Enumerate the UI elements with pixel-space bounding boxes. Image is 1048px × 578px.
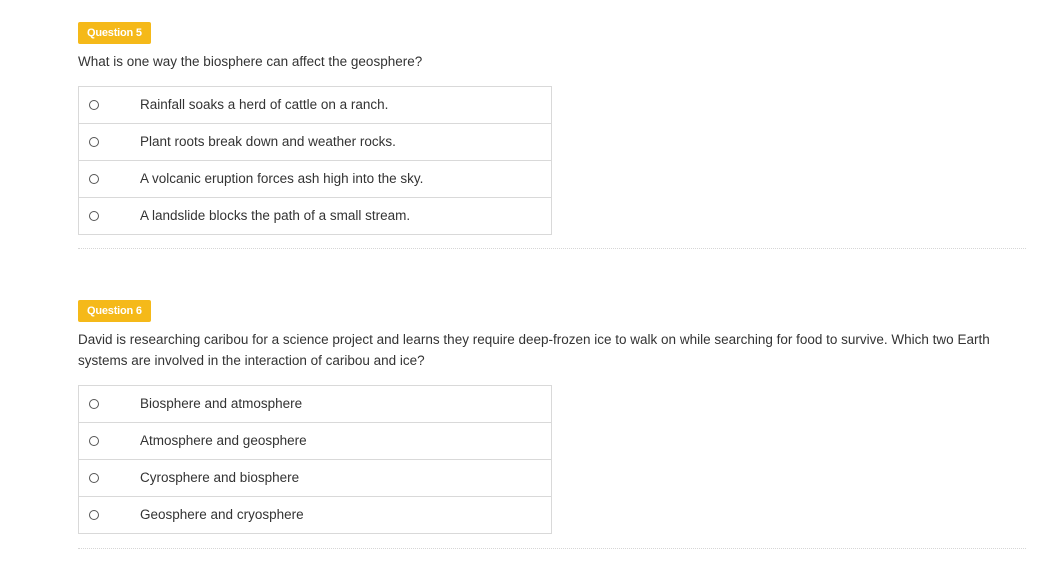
- question-prompt: What is one way the biosphere can affect the geosphere?: [78, 54, 423, 69]
- radio-button-icon[interactable]: [89, 473, 99, 483]
- radio-button-icon[interactable]: [89, 399, 99, 409]
- question-badge: Question 5: [78, 22, 151, 44]
- radio-button-icon[interactable]: [89, 436, 99, 446]
- question-badge: Question 6: [78, 300, 151, 322]
- radio-button-icon[interactable]: [89, 510, 99, 520]
- answer-choices: [78, 86, 552, 235]
- answer-choice-b[interactable]: [79, 124, 551, 161]
- choice-label: Cyrosphere and biosphere: [140, 470, 300, 485]
- question-5: [78, 22, 1026, 235]
- radio-button-icon[interactable]: [89, 137, 99, 147]
- answer-choice-c[interactable]: [79, 460, 551, 497]
- answer-choices: [78, 385, 552, 534]
- question-divider: [78, 248, 1026, 249]
- choice-label: Atmosphere and geosphere: [140, 433, 307, 448]
- question-divider: [78, 548, 1026, 549]
- answer-choice-a[interactable]: [79, 87, 551, 124]
- choice-label: Biosphere and atmosphere: [140, 396, 303, 411]
- radio-button-icon[interactable]: [89, 211, 99, 221]
- choice-label: Plant roots break down and weather rocks.: [140, 134, 396, 149]
- radio-button-icon[interactable]: [89, 100, 99, 110]
- radio-button-icon[interactable]: [89, 174, 99, 184]
- answer-choice-d[interactable]: [79, 198, 551, 235]
- answer-choice-a[interactable]: [79, 386, 551, 423]
- answer-choice-d[interactable]: [79, 497, 551, 534]
- choice-label: A landslide blocks the path of a small stream.: [140, 208, 411, 223]
- question-prompt: David is researching caribou for a science project and learns they require deep-frozen ice to walk on while searching for food to survive. Which two Earth systems are involved in the interaction of caribou and ice?: [78, 332, 990, 368]
- answer-choice-c[interactable]: [79, 161, 551, 198]
- choice-label: A volcanic eruption forces ash high into the sky.: [140, 171, 424, 186]
- choice-label: Geosphere and cryosphere: [140, 507, 304, 522]
- choice-label: Rainfall soaks a herd of cattle on a ranch.: [140, 97, 389, 112]
- answer-choice-b[interactable]: [79, 423, 551, 460]
- question-6: [78, 300, 1026, 534]
